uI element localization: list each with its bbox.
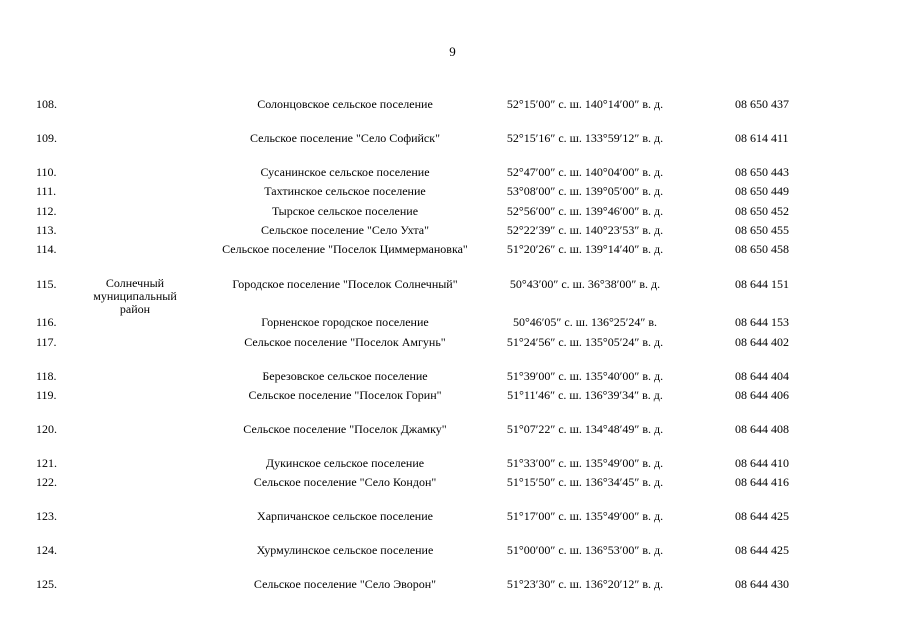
coordinates: 51°00′00″ с. ш. 136°53′00″ в. д. bbox=[506, 543, 664, 557]
oktmo-code: 08 644 416 bbox=[735, 475, 789, 489]
settlement-name: Горненское городское поселение bbox=[261, 315, 429, 329]
coordinates: 51°33′00″ с. ш. 135°49′00″ в. д. bbox=[506, 456, 664, 470]
row-number: 118. bbox=[36, 369, 57, 383]
coordinates: 50°43′00″ с. ш. 36°38′00″ в. д. bbox=[509, 277, 661, 291]
oktmo-code: 08 650 458 bbox=[735, 242, 789, 256]
district-line: муниципальный bbox=[93, 289, 177, 303]
oktmo-code: 08 644 153 bbox=[735, 315, 789, 329]
district-line: район bbox=[119, 302, 151, 316]
coordinates: 50°46′05″ с. ш. 136°25′24″ в. bbox=[512, 315, 658, 329]
oktmo-code: 08 644 425 bbox=[735, 543, 789, 557]
settlement-name: Хурмулинское сельское поселение bbox=[256, 543, 434, 557]
settlement-name: Сельское поселение "Поселок Амгунь" bbox=[244, 335, 446, 349]
coordinates: 52°15′16″ с. ш. 133°59′12″ в. д. bbox=[506, 131, 664, 145]
oktmo-code: 08 650 449 bbox=[735, 184, 789, 198]
oktmo-code: 08 644 406 bbox=[735, 388, 789, 402]
row-number: 125. bbox=[36, 577, 57, 591]
settlement-name: Сельское поселение "Село Ухта" bbox=[261, 223, 429, 237]
settlement-name: Городское поселение "Поселок Солнечный" bbox=[232, 277, 458, 291]
row-number: 108. bbox=[36, 97, 57, 111]
coordinates: 51°39′00″ с. ш. 135°40′00″ в. д. bbox=[506, 369, 664, 383]
row-number: 124. bbox=[36, 543, 57, 557]
row-number: 121. bbox=[36, 456, 57, 470]
settlement-name: Сельское поселение "Поселок Джамку" bbox=[243, 422, 447, 436]
settlement-name: Сельское поселение "Поселок Горин" bbox=[248, 388, 442, 402]
oktmo-code: 08 644 408 bbox=[735, 422, 789, 436]
settlement-name: Солонцовское сельское поселение bbox=[257, 97, 433, 111]
row-number: 114. bbox=[36, 242, 57, 256]
coordinates: 51°07′22″ с. ш. 134°48′49″ в. д. bbox=[506, 422, 664, 436]
row-number: 110. bbox=[36, 165, 57, 179]
coordinates: 52°22′39″ с. ш. 140°23′53″ в. д. bbox=[506, 223, 664, 237]
row-number: 122. bbox=[36, 475, 57, 489]
coordinates: 52°15′00″ с. ш. 140°14′00″ в. д. bbox=[506, 97, 664, 111]
settlement-name: Сельское поселение "Село Софийск" bbox=[249, 131, 440, 145]
coordinates: 51°23′30″ с. ш. 136°20′12″ в. д. bbox=[506, 577, 664, 591]
row-number: 115. bbox=[36, 277, 57, 291]
settlement-name: Тахтинское сельское поселение bbox=[264, 184, 426, 198]
district-name bbox=[80, 277, 190, 316]
row-number: 111. bbox=[36, 184, 57, 198]
coordinates: 51°11′46″ с. ш. 136°39′34″ в. д. bbox=[507, 388, 663, 402]
row-number: 113. bbox=[36, 223, 57, 237]
settlement-name: Березовское сельское поселение bbox=[262, 369, 428, 383]
settlement-name: Харпичанское сельское поселение bbox=[257, 509, 433, 523]
coordinates: 52°47′00″ с. ш. 140°04′00″ в. д. bbox=[506, 165, 664, 179]
row-number: 123. bbox=[36, 509, 57, 523]
oktmo-code: 08 650 455 bbox=[735, 223, 789, 237]
oktmo-code: 08 644 425 bbox=[735, 509, 789, 523]
oktmo-code: 08 650 452 bbox=[735, 204, 789, 218]
settlement-name: Сельское поселение "Село Кондон" bbox=[253, 475, 437, 489]
settlement-name: Сельское поселение "Поселок Циммермановка" bbox=[222, 242, 468, 256]
oktmo-code: 08 644 151 bbox=[735, 277, 789, 291]
settlement-name: Дукинское сельское поселение bbox=[265, 456, 425, 470]
coordinates: 52°56′00″ с. ш. 139°46′00″ в. д. bbox=[506, 204, 664, 218]
coordinates: 51°20′26″ с. ш. 139°14′40″ в. д. bbox=[506, 242, 664, 256]
oktmo-code: 08 644 402 bbox=[735, 335, 789, 349]
row-number: 116. bbox=[36, 315, 57, 329]
settlement-name: Тырское сельское поселение bbox=[271, 204, 419, 218]
district-line: Солнечный bbox=[105, 276, 165, 290]
coordinates: 51°15′50″ с. ш. 136°34′45″ в. д. bbox=[506, 475, 664, 489]
row-number: 109. bbox=[36, 131, 57, 145]
row-number: 112. bbox=[36, 204, 57, 218]
coordinates: 51°17′00″ с. ш. 135°49′00″ в. д. bbox=[506, 509, 664, 523]
row-number: 117. bbox=[36, 335, 57, 349]
coordinates: 53°08′00″ с. ш. 139°05′00″ в. д. bbox=[506, 184, 664, 198]
page-number: 9 bbox=[449, 44, 456, 59]
oktmo-code: 08 614 411 bbox=[735, 131, 789, 145]
coordinates: 51°24′56″ с. ш. 135°05′24″ в. д. bbox=[506, 335, 664, 349]
row-number: 120. bbox=[36, 422, 57, 436]
oktmo-code: 08 644 410 bbox=[735, 456, 789, 470]
settlement-name: Сусанинское сельское поселение bbox=[260, 165, 430, 179]
oktmo-code: 08 644 430 bbox=[735, 577, 789, 591]
oktmo-code: 08 650 437 bbox=[735, 97, 789, 111]
oktmo-code: 08 650 443 bbox=[735, 165, 789, 179]
settlement-name: Сельское поселение "Село Эворон" bbox=[253, 577, 437, 591]
oktmo-code: 08 644 404 bbox=[735, 369, 789, 383]
row-number: 119. bbox=[36, 388, 57, 402]
